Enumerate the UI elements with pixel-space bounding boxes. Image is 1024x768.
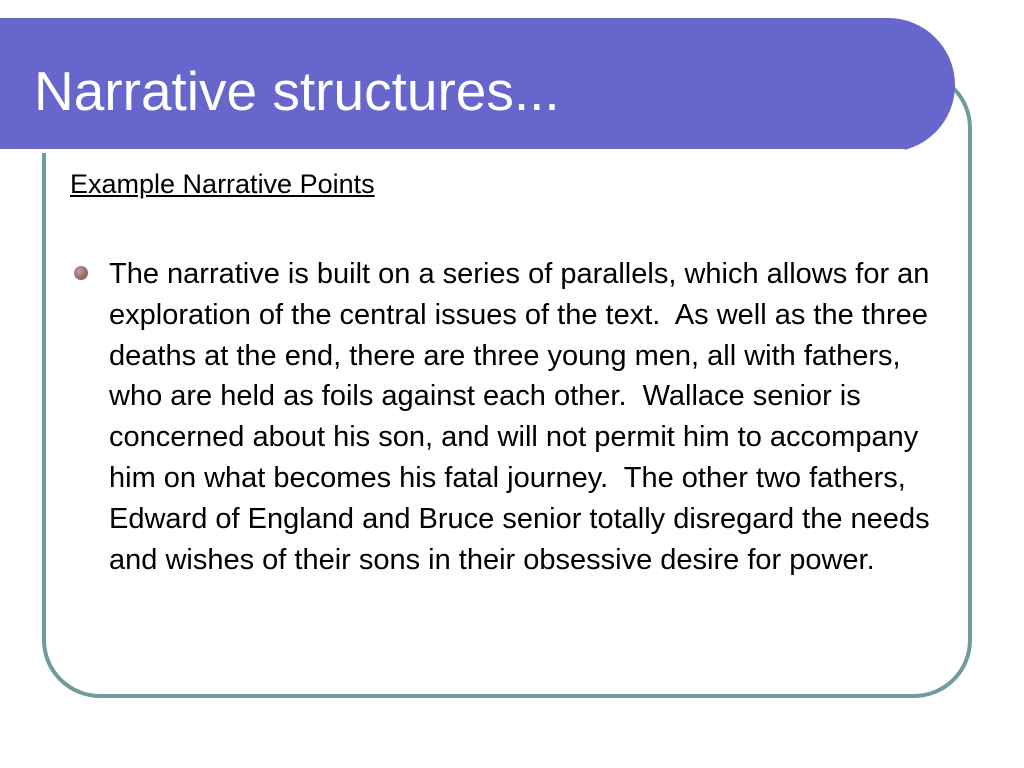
title-underline-rule [0,149,905,153]
slide-title: Narrative structures... [34,60,560,122]
subheading: Example Narrative Points [70,169,375,199]
title-bar [0,18,955,152]
bullet-text: The narrative is built on a series of parallels, which allows for an exploration of the central issues of the text. As well as the three deaths at the end, there are three young men, all with fathers, who are held as foils against each other. Wallace senior is concerned about his son, and will not permit him to accompany him on what becomes his fatal journey. The other two fathers, Edward of England and Bruce senior totally disregard the needs and wishes of their sons in their obsessive desire for power. [109,258,938,576]
bullet-dot-icon [74,266,88,280]
